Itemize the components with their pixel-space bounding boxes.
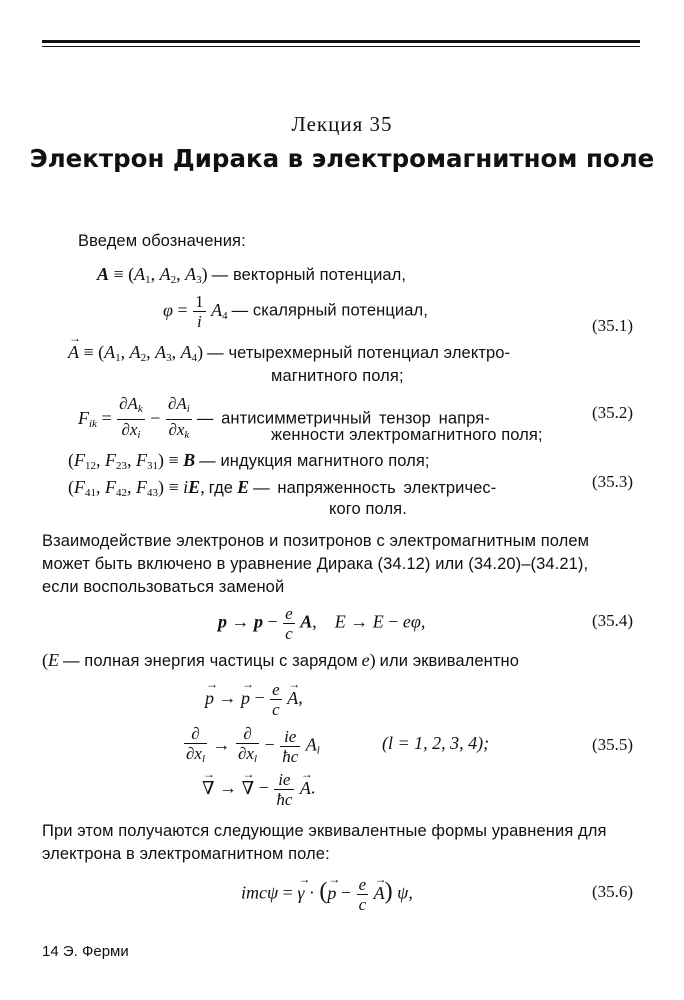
def-four-potential-text-2: магнитного поля;: [271, 367, 404, 385]
math-e-paren: (E: [42, 650, 59, 670]
paragraph-2: [42, 650, 519, 671]
paragraph-1-line-2: может быть включено в уравнение Дирака (34.12) или (34.20)–(34.21),: [42, 555, 589, 573]
math-a-four: → A ≡ (A1, A2, A3, A4): [68, 342, 203, 362]
def-field-tensor-text-1: — антисимметричный тензор напря-: [196, 409, 490, 428]
def-scalar-potential-text: — скалярный потенциал,: [231, 301, 428, 320]
eq-number-35-3: (35.3): [592, 472, 634, 491]
equation-35-4: p → p − $\frac{e}{c}$ A, E → E − eφ,: [218, 604, 426, 643]
def-vector-potential: [97, 264, 406, 286]
page-signature: 14 Э. Ферми: [42, 943, 129, 960]
def-field-tensor-text-2: женности электромагнитного поля;: [271, 426, 543, 444]
math-phi: φ = $\frac{1}{i}$ A4: [163, 292, 228, 331]
def-vector-potential-text: — векторный потенциал,: [211, 266, 407, 284]
paragraph-1-line-1: Взаимодействие электронов и позитронов с электромагнитным полем: [42, 532, 590, 550]
def-magnetic-induction-text: — индукция магнитного поля;: [199, 452, 430, 470]
math-f-tensor: $F_{ik}$ = $\frac{\partial A_k}{\partial x_i}$ − $\frac{\partial A_i}{\partial x_k}$: [78, 394, 190, 441]
lecture-label: Лекция 35: [291, 112, 393, 136]
paragraph-3-line-1: При этом получаются следующие эквивалентные формы уравнения для: [42, 822, 607, 840]
def-four-potential-text-1: — четырехмерный потенциал электро-: [207, 344, 511, 362]
top-rule-thick: [42, 40, 640, 43]
math-b: (F12, F23, F31) ≡ B: [68, 450, 196, 472]
def-electric-field-text-2: кого поля.: [329, 500, 407, 518]
paragraph-2-text: — полная энергия частицы с зарядом: [63, 652, 358, 670]
equation-35-5-line-3: → ∇ → → ∇ − $\frac{ie}{ħc}$ → A.: [202, 770, 315, 809]
equation-35-6: imcψ = → γ · (→ p − $\frac{e}{c}$ → A) ψ,: [241, 875, 413, 914]
eq-number-35-2: (35.2): [592, 403, 634, 422]
def-electric-field-text-1: — напряженность электричес-: [253, 479, 497, 497]
eq-number-35-5: (35.5): [592, 735, 634, 754]
paragraph-1-line-3: если воспользоваться заменой: [42, 578, 285, 596]
eq-number-35-1: (35.1): [592, 316, 634, 335]
top-rule-thin: [42, 46, 640, 47]
math-a-vector: A ≡ (A1, A2, A3): [97, 264, 208, 286]
def-scalar-potential: [163, 292, 428, 331]
equation-35-5-range: (l = 1, 2, 3, 4);: [382, 733, 490, 753]
math-e-bold: E: [237, 477, 250, 497]
equation-35-5-line-1: → p → → p − $\frac{e}{c}$ → A,: [205, 680, 303, 719]
def-electric-field-where: где: [208, 479, 234, 497]
eq-number-35-6: (35.6): [592, 882, 634, 901]
def-four-potential: [68, 342, 510, 364]
chapter-title: Электрон Дирака в электромагнитном поле: [29, 144, 655, 173]
math-e: (F41, F42, F43) ≡ iE,: [68, 477, 205, 499]
paragraph-2-tail: или эквивалентно: [379, 652, 520, 670]
def-electric-field: [68, 477, 496, 499]
math-e-charge: e): [361, 650, 376, 670]
intro-text: Введем обозначения:: [78, 232, 246, 250]
equation-35-5-line-2: $\frac{\partial}{\partial x_l}$ → $\frac{\partial}{\partial x_l}$ − $\frac{ie}{ħc}$ $A_l$: [186, 724, 320, 766]
paragraph-3-line-2: электрона в электромагнитном поле:: [42, 845, 330, 863]
def-magnetic-induction: [68, 450, 430, 472]
eq-number-35-4: (35.4): [592, 611, 634, 630]
